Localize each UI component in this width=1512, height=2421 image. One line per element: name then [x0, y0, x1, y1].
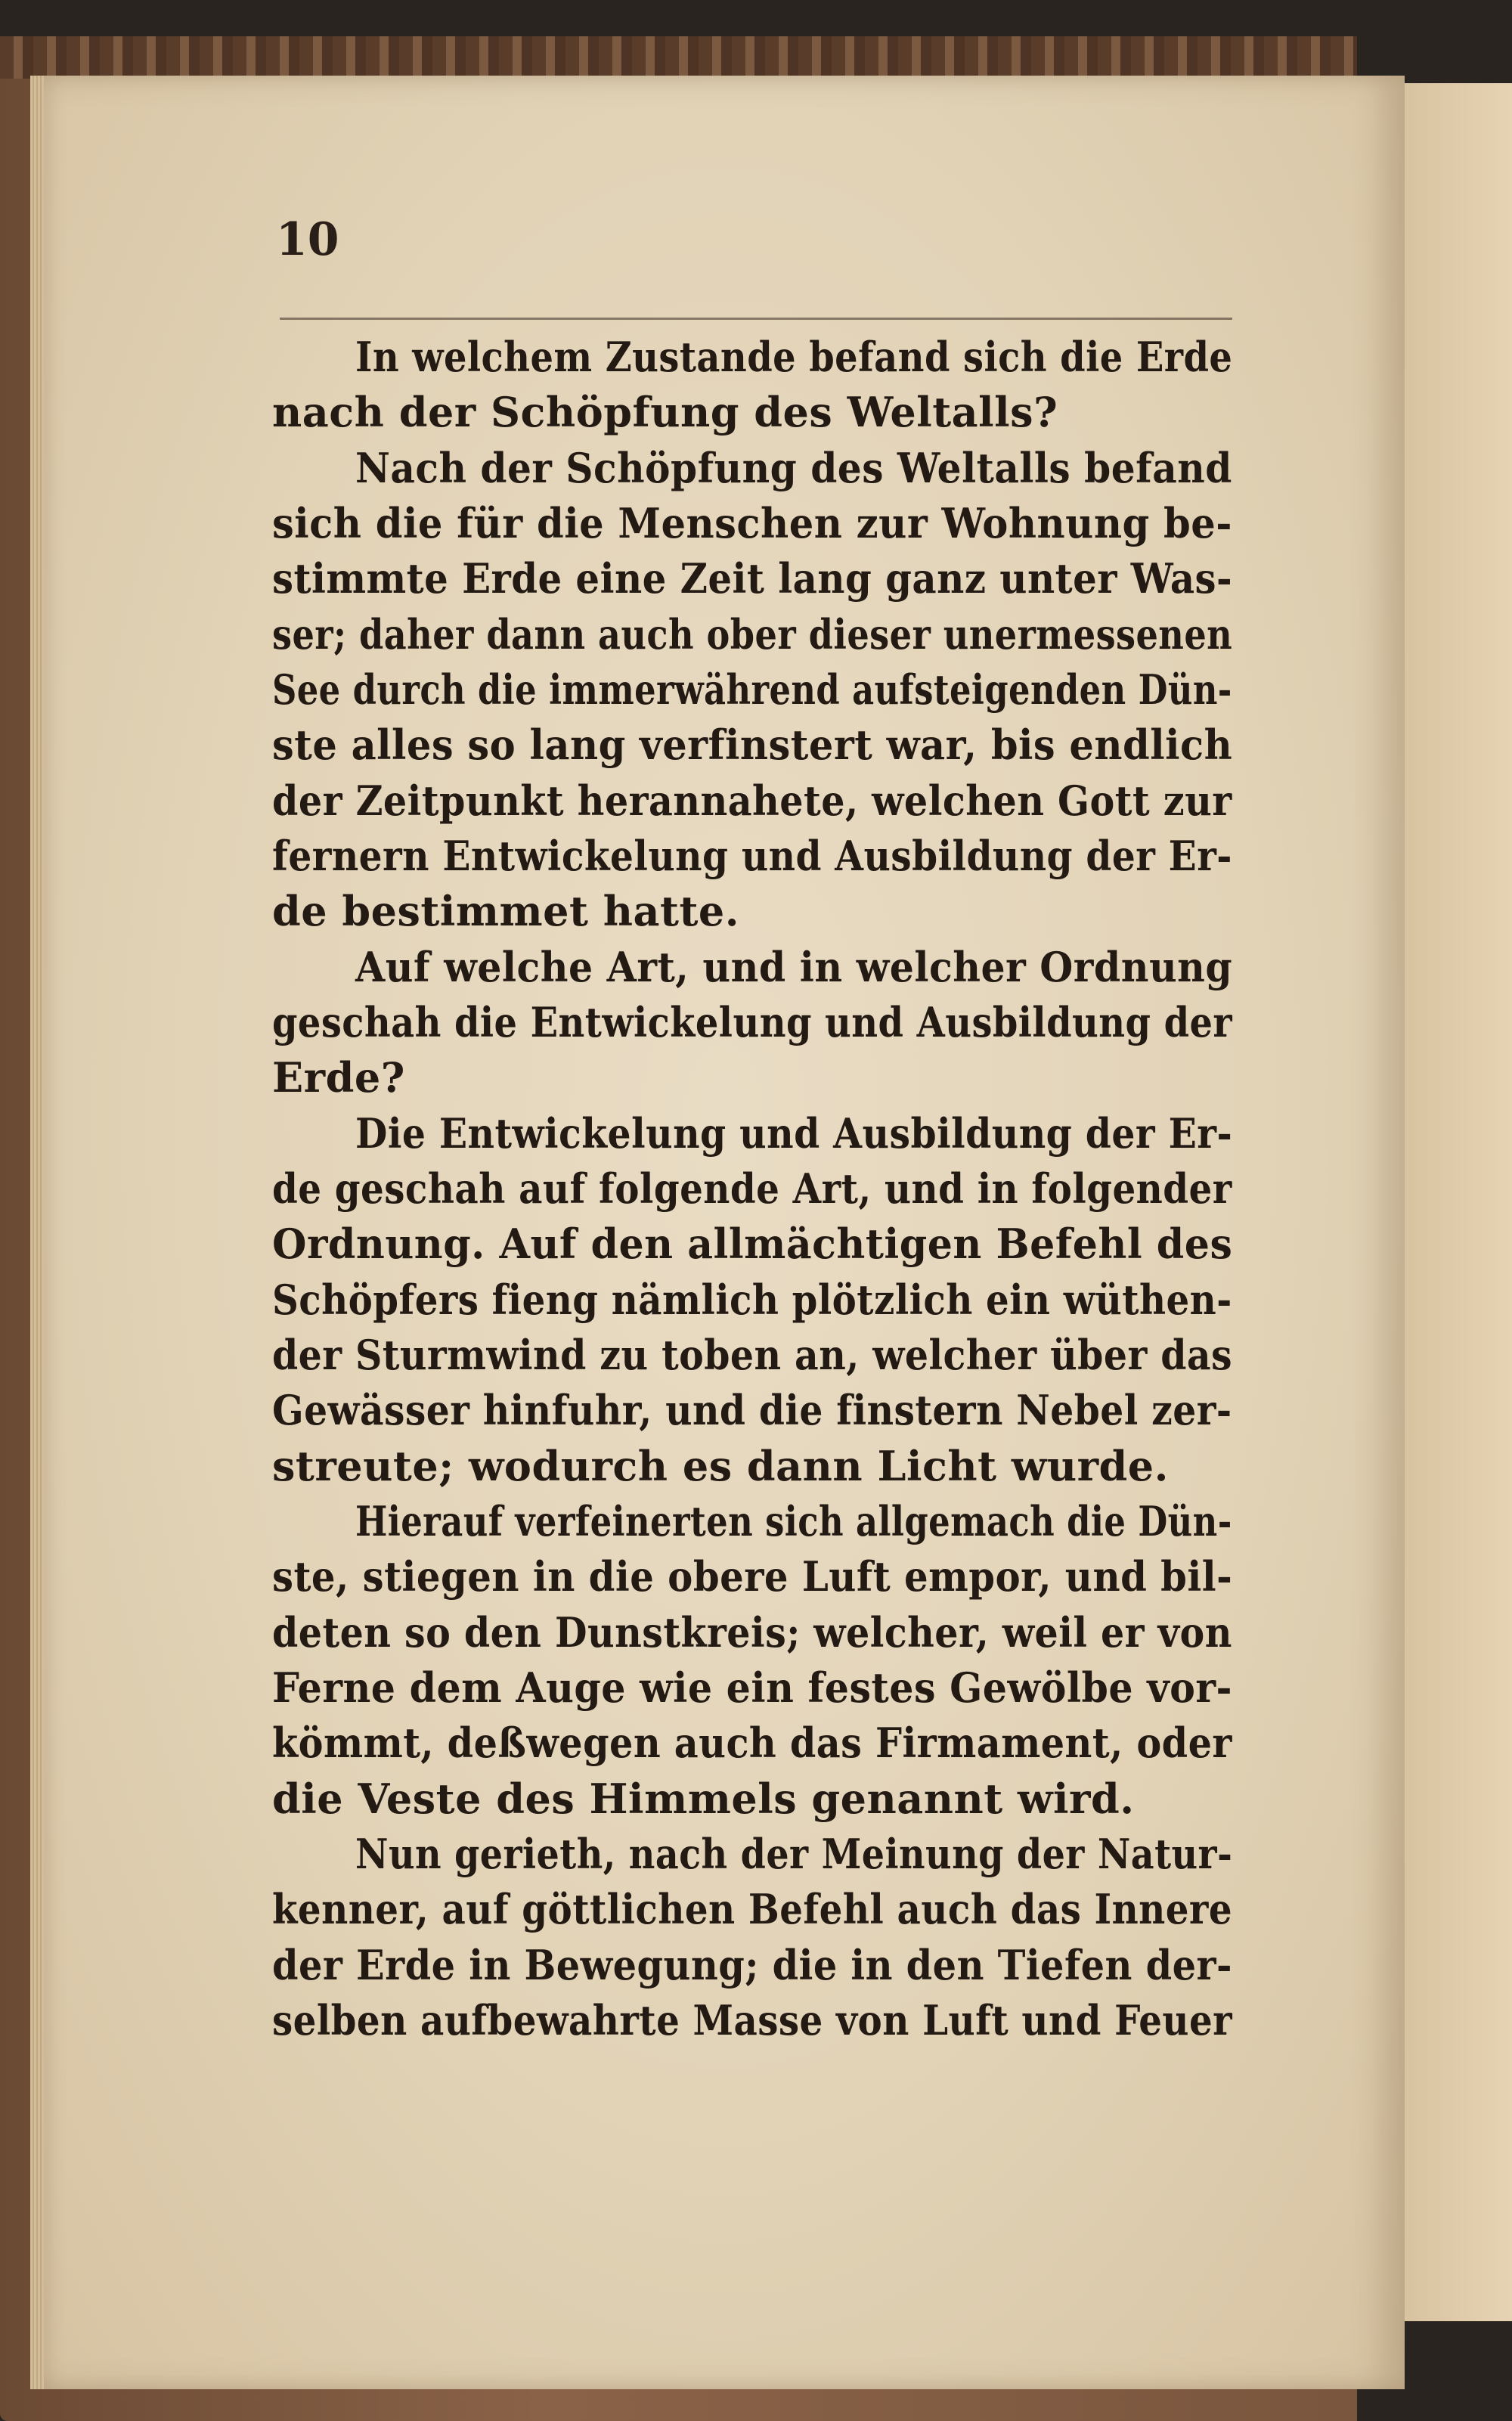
text-line: In welchem Zustande befand sich die Erde — [355, 333, 1233, 381]
text-line: ste alles so lang verfinstert war, bis endlich — [272, 721, 1233, 769]
text-line: Die Entwickelung und Ausbildung der Er- — [355, 1109, 1233, 1158]
text-line: geschah die Entwickelung und Ausbildung der — [272, 998, 1233, 1046]
text-line: streute; wodurch es dann Licht wurde. — [272, 1442, 1169, 1490]
page-number: 10 — [276, 213, 339, 266]
text-line: der Erde in Bewegung; die in den Tiefen der- — [272, 1941, 1232, 1989]
text-line: ste, stiegen in die obere Luft empor, und bil- — [272, 1552, 1233, 1601]
text-line: Auf welche Art, und in welcher Ordnung — [355, 943, 1233, 991]
header-rule — [280, 318, 1232, 320]
text-line: selben aufbewahrte Masse von Luft und Feuer — [272, 1996, 1233, 2044]
cover-marbling — [0, 36, 1357, 79]
text-line: Hierauf verfeinerten sich allgemach die Dün- — [355, 1497, 1232, 1545]
text-line: der Zeitpunkt herannahete, welchen Gott zur — [272, 777, 1232, 825]
text-line: stimmte Erde eine Zeit lang ganz unter Was- — [272, 554, 1233, 603]
text-line: Ordnung. Auf den allmächtigen Befehl des — [272, 1220, 1233, 1268]
text-line: See durch die immerwährend aufsteigenden Dün- — [272, 665, 1232, 714]
text-line: deten so den Dunstkreis; welcher, weil er von — [272, 1608, 1232, 1657]
text-line: der Sturmwind zu toben an, welcher über das — [272, 1331, 1233, 1379]
text-line: Ferne dem Auge wie ein festes Gewölbe vor- — [272, 1663, 1233, 1712]
text-line: Erde? — [272, 1053, 405, 1102]
facing-page-edge — [1402, 83, 1512, 2321]
text-line: de geschah auf folgende Art, und in folgender — [272, 1164, 1232, 1213]
text-line: Schöpfers fieng nämlich plötzlich ein wüthen- — [272, 1276, 1232, 1324]
text-line: ser; daher dann auch ober dieser unermessenen — [272, 610, 1233, 659]
text-line: kenner, auf göttlichen Befehl auch das Innere — [272, 1885, 1233, 1933]
page-stack-edge — [30, 76, 45, 2389]
text-line: nach der Schöpfung des Weltalls? — [272, 388, 1058, 436]
text-line: Nun gerieth, nach der Meinung der Natur- — [355, 1830, 1233, 1878]
text-line: kömmt, deßwegen auch das Firmament, oder — [272, 1719, 1232, 1767]
text-line: Nach der Schöpfung des Weltalls befand — [355, 444, 1232, 492]
text-line: Gewässer hinfuhr, und die finstern Nebel zer- — [272, 1386, 1232, 1434]
text-line: sich die für die Menschen zur Wohnung be- — [272, 499, 1232, 547]
text-line: de bestimmet hatte. — [272, 887, 740, 935]
text-line: die Veste des Himmels genannt wird. — [272, 1775, 1135, 1823]
text-line: fernern Entwickelung und Ausbildung der Er- — [272, 832, 1232, 880]
